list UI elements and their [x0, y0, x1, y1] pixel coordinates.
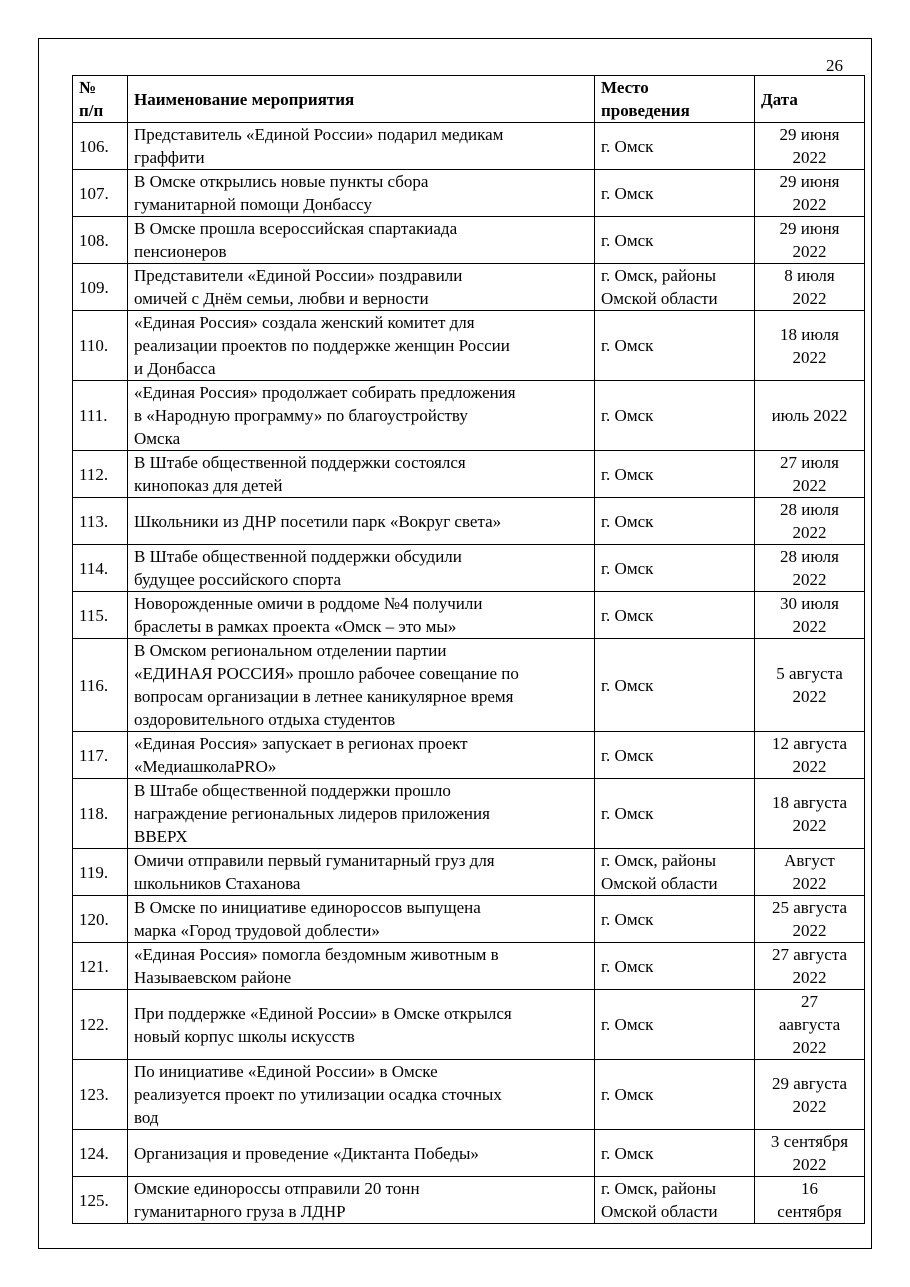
table-row [73, 381, 865, 451]
event-date: 29 июня 2022 [755, 217, 865, 264]
event-date: 28 июля 2022 [755, 545, 865, 592]
row-number: 119. [73, 849, 128, 896]
event-date: 29 августа 2022 [755, 1060, 865, 1130]
event-place: г. Омск [595, 732, 755, 779]
event-date: 18 июля 2022 [755, 311, 865, 381]
table-row [73, 592, 865, 639]
table-row [73, 849, 865, 896]
event-name: В Омске открылись новые пункты сбора гуманитарной помощи Донбассу [128, 170, 595, 217]
row-number: 116. [73, 639, 128, 732]
table-row [73, 990, 865, 1060]
table-row [73, 1177, 865, 1224]
page-number: 26 [826, 56, 843, 75]
table-row [73, 498, 865, 545]
event-date: 27 июля 2022 [755, 451, 865, 498]
table-row [73, 217, 865, 264]
row-number: 113. [73, 498, 128, 545]
event-place: г. Омск [595, 545, 755, 592]
event-place: г. Омск, районы Омской области [595, 264, 755, 311]
row-number: 107. [73, 170, 128, 217]
event-place: г. Омск [595, 217, 755, 264]
event-place: г. Омск [595, 381, 755, 451]
event-date: 27 аавгуста 2022 [755, 990, 865, 1060]
event-name: Представители «Единой России» поздравили омичей с Днём семьи, любви и верности [128, 264, 595, 311]
event-name: «Единая Россия» запускает в регионах проект «МедиашколаPRO» [128, 732, 595, 779]
event-name: «Единая Россия» создала женский комитет для реализации проектов по поддержке женщин России и Донбасса [128, 311, 595, 381]
row-number: 125. [73, 1177, 128, 1224]
event-date: 27 августа 2022 [755, 943, 865, 990]
row-number: 115. [73, 592, 128, 639]
row-number: 106. [73, 123, 128, 170]
row-number: 117. [73, 732, 128, 779]
event-place: г. Омск [595, 1060, 755, 1130]
table-row [73, 1130, 865, 1177]
table-row [73, 170, 865, 217]
event-place: г. Омск [595, 170, 755, 217]
row-number: 109. [73, 264, 128, 311]
row-number: 120. [73, 896, 128, 943]
event-place: г. Омск [595, 639, 755, 732]
event-name: Омские единороссы отправили 20 тонн гуманитарного груза в ЛДНР [128, 1177, 595, 1224]
column-header-date: Дата [755, 76, 865, 123]
event-name: Организация и проведение «Диктанта Победы» [128, 1130, 595, 1177]
event-name: Представитель «Единой России» подарил медикам граффити [128, 123, 595, 170]
table-row [73, 732, 865, 779]
event-date: Август 2022 [755, 849, 865, 896]
event-date: 29 июня 2022 [755, 123, 865, 170]
event-place: г. Омск [595, 451, 755, 498]
event-name: Школьники из ДНР посетили парк «Вокруг света» [128, 498, 595, 545]
event-place: г. Омск [595, 896, 755, 943]
event-place: г. Омск [595, 498, 755, 545]
event-date: июль 2022 [755, 381, 865, 451]
row-number: 122. [73, 990, 128, 1060]
table-row [73, 779, 865, 849]
event-date: 29 июня 2022 [755, 170, 865, 217]
event-place: г. Омск [595, 592, 755, 639]
event-place: г. Омск [595, 311, 755, 381]
row-number: 118. [73, 779, 128, 849]
row-number: 121. [73, 943, 128, 990]
event-name: В Штабе общественной поддержки состоялся кинопоказ для детей [128, 451, 595, 498]
table-row [73, 311, 865, 381]
event-date: 25 августа 2022 [755, 896, 865, 943]
event-date: 28 июля 2022 [755, 498, 865, 545]
event-place: г. Омск [595, 1130, 755, 1177]
event-place: г. Омск, районы Омской области [595, 849, 755, 896]
events-table [72, 75, 865, 1224]
table-row [73, 264, 865, 311]
event-name: Омичи отправили первый гуманитарный груз для школьников Стаханова [128, 849, 595, 896]
row-number: 124. [73, 1130, 128, 1177]
event-name: В Штабе общественной поддержки прошло награждение региональных лидеров приложения ВВЕРХ [128, 779, 595, 849]
event-place: г. Омск [595, 123, 755, 170]
event-name: «Единая Россия» продолжает собирать предложения в «Народную программу» по благоустройству Омска [128, 381, 595, 451]
event-date: 3 сентября 2022 [755, 1130, 865, 1177]
column-header-event-name: Наименование мероприятия [128, 76, 595, 123]
event-name: При поддержке «Единой России» в Омске открылся новый корпус школы искусств [128, 990, 595, 1060]
row-number: 110. [73, 311, 128, 381]
event-name: В Омске прошла всероссийская спартакиада пенсионеров [128, 217, 595, 264]
event-date: 16 сентября [755, 1177, 865, 1224]
event-date: 12 августа 2022 [755, 732, 865, 779]
row-number: 108. [73, 217, 128, 264]
table-row [73, 1060, 865, 1130]
event-date: 8 июля 2022 [755, 264, 865, 311]
event-place: г. Омск [595, 943, 755, 990]
row-number: 112. [73, 451, 128, 498]
event-name: Новорожденные омичи в роддоме №4 получили браслеты в рамках проекта «Омск – это мы» [128, 592, 595, 639]
event-date: 5 августа 2022 [755, 639, 865, 732]
event-name: По инициативе «Единой России» в Омске реализуется проект по утилизации осадка сточных вод [128, 1060, 595, 1130]
table-row [73, 545, 865, 592]
row-number: 111. [73, 381, 128, 451]
event-name: В Штабе общественной поддержки обсудили будущее российского спорта [128, 545, 595, 592]
event-date: 18 августа 2022 [755, 779, 865, 849]
table-row [73, 451, 865, 498]
table-row [73, 943, 865, 990]
row-number: 114. [73, 545, 128, 592]
event-place: г. Омск, районы Омской области [595, 1177, 755, 1224]
event-name: В Омске по инициативе единороссов выпущена марка «Город трудовой доблести» [128, 896, 595, 943]
column-header-number: № п/п [73, 76, 128, 123]
table-row [73, 123, 865, 170]
table-header-row [73, 76, 865, 123]
row-number: 123. [73, 1060, 128, 1130]
event-place: г. Омск [595, 779, 755, 849]
event-date: 30 июля 2022 [755, 592, 865, 639]
table-row [73, 639, 865, 732]
table-row [73, 896, 865, 943]
event-name: «Единая Россия» помогла бездомным животным в Называевском районе [128, 943, 595, 990]
column-header-place: Место проведения [595, 76, 755, 123]
event-place: г. Омск [595, 990, 755, 1060]
event-name: В Омском региональном отделении партии «ЕДИНАЯ РОССИЯ» прошло рабочее совещание по вопросам организации в летнее каникулярное время оздоровительного отдыха студентов [128, 639, 595, 732]
